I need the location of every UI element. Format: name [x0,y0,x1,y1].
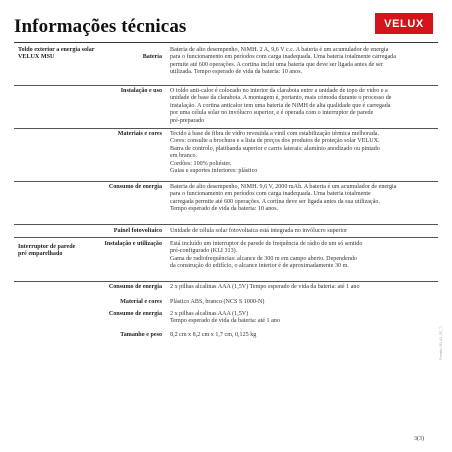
spec-group-label-line: Interruptor de parede [18,244,76,250]
spec-row-label: Consumo de energia [108,311,162,317]
spec-value-line: instalação. A cortina anticalor tem uma bateria de NiMH de alta qualidade que é carregada [170,102,391,109]
spec-value-line: carregada permite até 600 operações. A cortina deve ser ligada antes da sua utilização. [170,198,380,205]
spec-value-line: Unidade de célula solar fotovoltaica está integrada no invólucro superior [170,228,348,234]
spec-value-line: da construção do edifício, o alcance interior é de aproximadamente 30 m. [170,263,349,270]
spec-value-line: 8,2 cm x 8,2 cm x 1,7 cm, 0,125 kg [170,332,257,338]
row-divider [14,85,438,86]
spec-value-line: para o funcionamento em períodos com carga inadequada. Uma bateria totalmente [170,191,371,198]
spec-group-label-line: pré emparelhado [18,251,63,258]
spec-row-value [170,299,442,306]
spec-row-value [170,184,442,214]
spec-row-label: Painel fotovoltaico [113,228,162,234]
spec-row-value [170,47,442,77]
row-divider [14,181,438,182]
row-divider [14,224,438,225]
spec-value-line: O toldo anti-calor é colocado no interior da claraboia entre a unidade de topo de vidro e a [170,88,388,94]
spec-value-line: Bateria de alto desempenho, NiMH. 9,6 V, 2000 mAh. A bateria é um acumulador de energia [170,184,397,190]
spec-value-line: por uma célula solar no invólucro superior, e é operada com o interruptor de parede [170,110,374,117]
spec-value-line: unidade de base da claraboia. A montagem é, portanto, mais cómoda durante o processo de [170,95,392,102]
spec-value-line: Gama de radiofrequências: alcance de 300 m em campo aberto. Dependendo [170,255,357,262]
spec-value-line: utilizada. Tempo esperado de vida da bateria: 10 anos. [170,69,303,76]
spec-row-label: Consumo de energia [108,184,162,190]
spec-group-label-line: Toldo exterior a energia solar [18,47,95,53]
spec-value-line: Cordões: 100% poliéster. [170,160,232,167]
spec-row-value [170,88,442,125]
spec-row-value [170,311,442,326]
spec-value-line: 2 x pilhas alcalinas AAA (1,5V) Tempo esperado de vida da bateria: até 1 ano [170,284,360,290]
row-divider [14,237,438,238]
spec-value-line: Tempo esperado de vida da bateria: 10 anos. [170,206,279,213]
spec-row-value [170,332,442,339]
spec-row-label: Bateria [142,54,162,60]
velux-logo: VELUX [375,13,433,34]
spec-value-line: em branco. [170,153,198,160]
spec-value-line: Guias e suportes inferiores: plástico [170,168,258,175]
spec-row-label: Tamanho e peso [120,332,162,338]
spec-value-line: permite até 600 operações. A cortina inclui uma bateria que deve ser ligada antes de ser [170,61,383,68]
spec-row-label: Instalação e uso [120,88,162,94]
spec-value-line: Tempo esperado de vida da bateria: até 1 ano [170,318,280,325]
spec-value-line: Bateria de alto desempenho, NiMH. 2 A, 9,6 V c.c. A bateria é um acumulador de energia [170,47,389,53]
spec-row-label: Consumo de energia [108,284,162,290]
spec-value-line: Tecido à base de fibra de vidro revestida a vinil com estabilização térmica melhorada. [170,131,380,137]
spec-value-line: Barra de controlo, platibanda superior e carris laterais: alumínio anodizado ou pintado [170,145,380,152]
spec-value-line: Cores: consulte a brochura e a lista de preços dos produtos de proteção solar VELUX. [170,138,380,145]
spec-group-label-line: VELUX MSU [18,54,55,61]
side-reference-text: Formato VELUX_DE_T... [439,324,443,360]
spec-value-line: Está incluído um interruptor de parede de frequência de rádio de um só sentido [170,241,363,247]
spec-row-value [170,284,442,291]
page-number: 3(3) [414,436,424,442]
spec-row-label: Materiais e cores [117,131,162,137]
spec-row-label: Material e cores [120,299,162,305]
spec-value-line: pré-preparado [170,117,205,124]
row-divider [14,128,438,129]
spec-value-line: para o funcionamento em períodos com carga inadequada. Uma bateria totalmente carregada [170,54,396,61]
spec-value-line: 2 x pilhas alcalinas AAA (1,5V) [170,311,249,317]
spec-row-label: Instalação e utilização [104,241,162,247]
row-divider [14,281,438,282]
spec-value-line: pré-configurado (KLI 313). [170,248,238,255]
spec-row-value [170,241,442,271]
spec-row-value [170,131,442,175]
spec-value-line: Plástico ABS, branco (NCS S 1000-N) [170,299,265,305]
page-title: Informações técnicas [14,16,187,37]
title-divider [14,42,438,43]
spec-row-value [170,228,442,235]
